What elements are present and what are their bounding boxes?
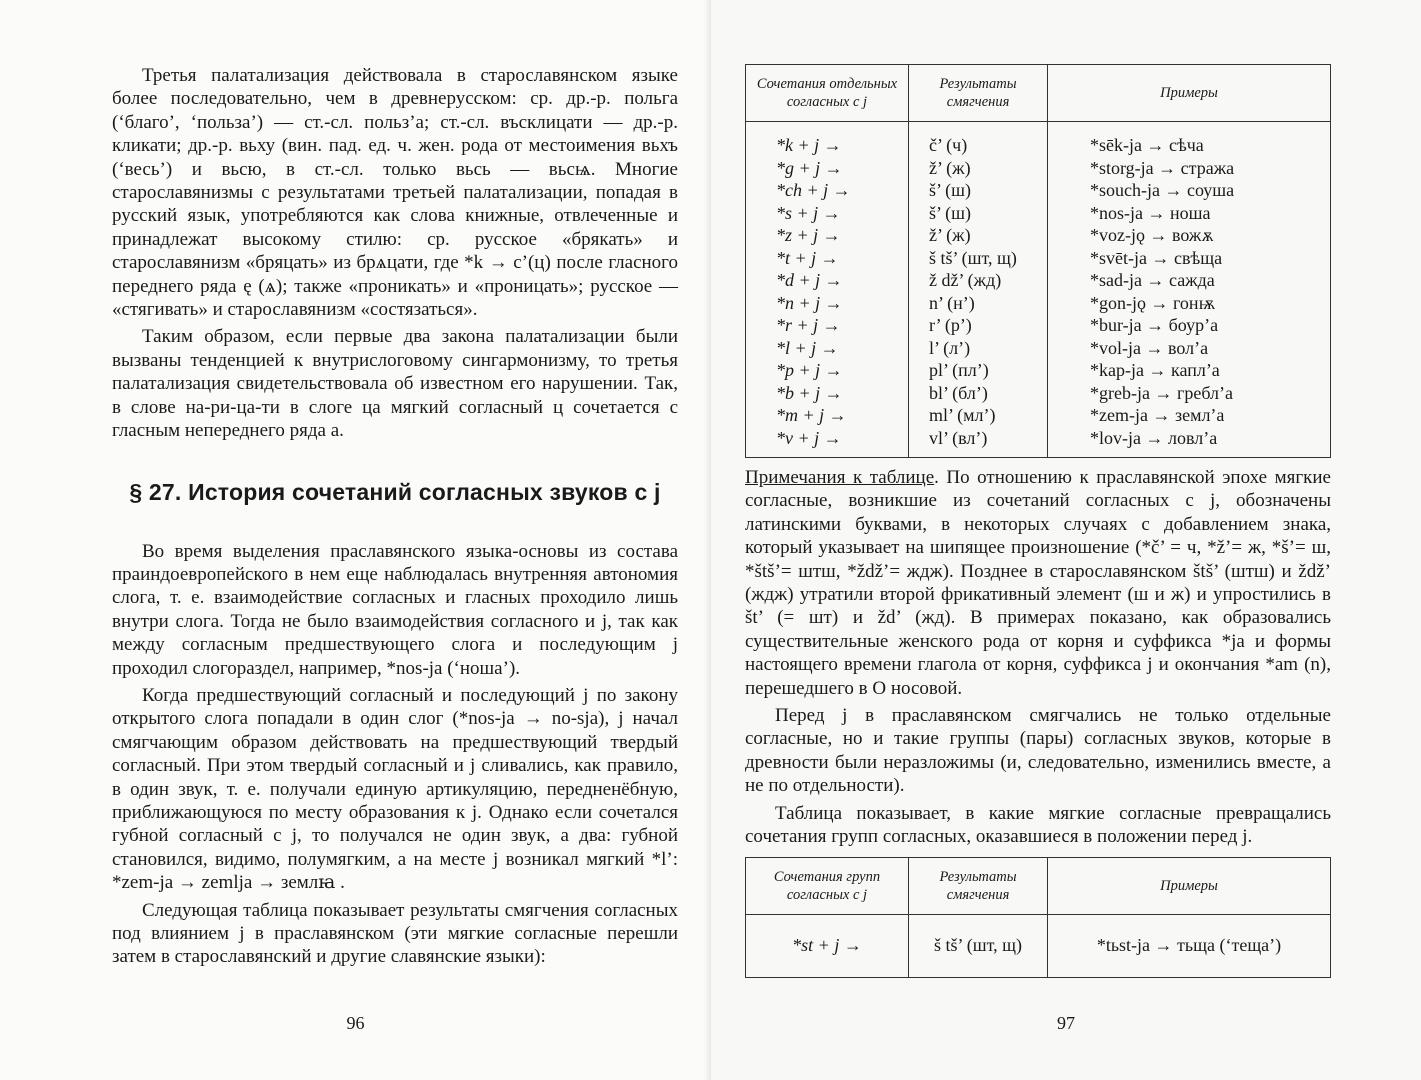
left-text-column [112,64,678,969]
table-cell: š tš’ (шт, щ) [909,914,1048,977]
example-cell: *greb-ja → греблʼа [1090,382,1234,403]
page-number: 97 [1057,1013,1075,1033]
paragraph: Перед j в праславянском смягчались не только отдельные согласные, но и такие группы (пары) согласных звуков, которые в древности были неразложимы (и, следовательно, изменились вместе, а не по отдельности). [745,705,1331,797]
example-cell: *souch-ja → соуша [1090,180,1235,200]
table-cell: *tьst-ja → тьща (‘теща’) [1048,914,1331,977]
section-title: § 27. История сочетаний согласных звуков с j [129,478,661,505]
combo-cell: *n + j → [776,292,843,313]
paragraph: Когда предшествующий согласный и последующий j по закону открытого слога попадали в один слог (*nos-ja → no-sja), j начал смягчающим образом действовать на предшествующий твердый согласный. При этом твердый согласный и j сливались, как правило, в один звук, т. е. получали единую артикуляцию, передненёбную, приближающуюся по месту образования к j. Однако если сочетался губной согласный с j, то получался не один звук, а два: губной становился, видимо, полумягким, а на месте j возникал мягкий *l’: *zem-ja → zemlja → землꙗ . [112,684,678,894]
example-cell: *vol-ja → волʼа [1090,337,1209,358]
combo-cell: *b + j → [776,382,843,403]
note-text: . По отношению к праславянской эпохе мягкие согласные, возникшие из сочетаний согласных с j, обозначены латинскими буквами, в некоторых случаях с добавлением знака, который указывает на шипящее произношение (*č’ = ч, *ž’= ж, *š’= ш, *štš’= штш, *ždž’= ждж). Позднее в старославянском štš’ (штш) и ždž’ (ждж) утратили второй фрикативный элемент (ш и ж) и упростились в št’ (= шт) и žd’ (жд). В примерах показано, как образовались существительные женского рода от корня и суффикса *ja и формы настоящего времени глагола от корня, суффикса j и окончания *am (n), перешедшего в O носовой. [745,467,1331,699]
combo-cell: *v + j → [776,427,842,448]
example-cell: *nos-ja → ноша [1090,202,1211,223]
paragraph [745,466,1331,700]
result-cell: l’ (лʼ) [929,337,971,358]
table-row [746,914,1331,977]
combo-cell: *r + j → [776,315,841,335]
combo-cell: *k + j → [776,135,842,155]
paragraph: Во время выделения праславянского языка-основы из состава праиндоевропейского в нем еще наблюдалась внутренняя автономия слога, т. е. взаимодействие согласных и гласных проходило лишь внутри слога. Тогда не было взаимодействия согласного и j, так как между согласным предшествующего слога и последующим j проходил слогораздел, например, *nos-ja (‘ноша’). [112,540,678,679]
table-header: Примеры [1048,857,1331,914]
result-cell: ml’ (млʼ) [929,405,996,425]
combo-cell: *t + j → [776,247,839,268]
example-cell: *svēt-ja → свѣща [1090,247,1223,268]
combo-cell: *g + j → [776,157,843,178]
example-cell: *lov-ja → ловлʼа [1090,427,1218,448]
paragraph: Третья палатализация действовала в старославянском языке более последовательно, чем в древнерусском: ср. др.-р. польга (‘благо’, ‘польза’) — ст.-сл. польз’а; ст.-сл. въсклицати — др.-р. кликати; др.-р. вьху (вин. пад. ед. ч. жен. рода от местоимения вьхъ (‘весь’) и вьсю, в ст.-сл. только вьсь — вьсѩ. Многие старославянизмы с результатами третьей палатализации, попадая в русский язык, употребляются как слова книжные, отвлеченные и принадлежат высокому стилю: ср. русское «брякать» и старославянизм «бряцать» из брѧцати, где *k → c’(ц) после гласного переднего ряда ę (ѧ); также «проникать» и «проницать»; русское — «стягивать» и старославянизм «состязаться». [112,65,678,321]
result-cell: r’ (рʼ) [929,315,972,335]
example-cell: *storg-ja → стража [1090,157,1235,178]
combo-cell: *p + j → [776,360,843,380]
results-column [915,134,1041,449]
table-cell: *st + j → [746,914,909,977]
combo-cell: *l + j → [776,337,839,358]
example-cell: *voz-jǫ → вожѫ [1090,225,1214,245]
result-cell: č’ (ч) [929,135,968,155]
result-cell: š’ (ш) [929,202,972,223]
table-header: Сочетания групп согласных с j [746,857,909,914]
combo-cell: *m + j → [776,405,847,425]
note-label: Примечания к таблице [745,467,935,488]
paragraph: Следующая таблица показывает результаты смягчения согласных под влиянием j в праславянском (эти мягкие согласные перешли затем в старославянский и другие славянские языки): [112,899,678,968]
example-cell: *kap-ja → каплʼа [1090,360,1220,380]
example-cell: *sad-ja → сажда [1090,270,1215,290]
combo-cell: *d + j → [776,270,843,290]
example-cell: *sēk-ja → сѣча [1090,135,1204,155]
combo-cell: *ch + j → [776,180,851,200]
result-cell: vl’ (влʼ) [929,427,988,448]
result-cell: pl’ (плʼ) [929,360,989,380]
combo-cell: *z + j → [776,225,841,245]
table-header: Результаты смягчения [909,857,1048,914]
group-table [745,857,1331,978]
right-page [711,0,1421,1080]
result-cell: ž’ (ж) [929,225,971,245]
right-text-column [745,64,1331,978]
paragraph: Таким образом, если первые два закона палатализации были вызваны тенденцией к внутрислоговому сингармонизму, то третья палатализация свидетельствовала об известном его нарушении. Так, в слове на-ри-ца-ти в слоге ца мягкий согласный ц сочетается с гласным непереднего ряда а. [112,326,678,442]
combos-column [752,134,902,449]
result-cell: š’ (ш) [929,180,972,200]
combo-cell: *s + j → [776,202,841,223]
paragraph: Таблица показывает, в какие мягкие согласные превращались сочетания групп согласных, оказавшиеся в положении перед j. [745,802,1331,848]
result-cell: ž’ (ж) [929,157,971,178]
table-header: Результаты смягчения [909,65,1048,122]
page-number: 96 [346,1013,365,1033]
consonant-table [745,64,1331,458]
result-cell: š tš’ (шт, щ) [929,247,1017,268]
example-cell: *bur-ja → боурʼа [1090,315,1219,335]
result-cell: ž dž’ (жд) [929,270,1002,290]
examples-column [1054,134,1324,449]
example-cell: *gon-jǫ → гонѭ [1090,292,1216,313]
result-cell: n’ (нʼ) [929,292,975,313]
table-header: Сочетания отдельных согласных с j [746,65,909,122]
result-cell: bl’ (блʼ) [929,382,988,403]
table-header: Примеры [1048,65,1331,122]
example-cell: *zem-ja → землʼа [1090,405,1225,425]
